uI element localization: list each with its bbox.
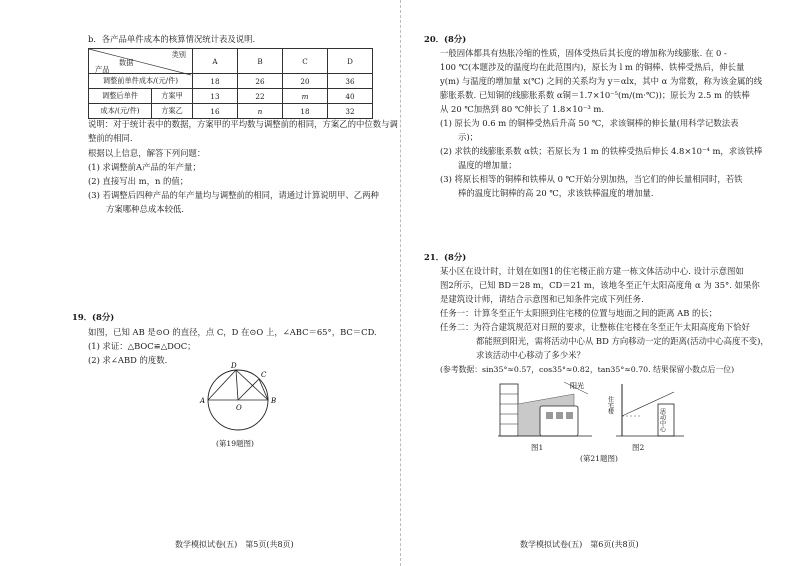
question-3-line-1: (3) 若调整后四种产品的年产量均与调整前的相同，请通过计算说明甲、乙两种 (88, 190, 379, 200)
header-category: 类别 (171, 50, 186, 59)
problem-20-q2-line-2: 温度的增加量； (458, 160, 517, 170)
cell: n (238, 104, 283, 119)
col-header: D (328, 49, 373, 74)
table-row (89, 89, 373, 104)
footer-page-6: 数学模拟试卷(五) 第6页(共8页) (520, 540, 639, 549)
problem-19-q1: (1) 求证：△BOC≌△DOC； (88, 341, 196, 351)
problem-19-statement: 如图，已知 AB 是⊙O 的直径，点 C，D 在⊙O 上，∠ABC＝65°，BC＝CD. (88, 327, 377, 337)
row-sublabel: 方案甲 (152, 89, 193, 104)
problem-21-line-2: 图2所示，已知 BD＝28 m，CD＝21 m，该地冬至正午太阳高度角 α 为 35°. 如果你 (440, 280, 760, 290)
cell: 13 (193, 89, 238, 104)
note-line-2: 整前的相同. (88, 133, 133, 143)
label-D: D (231, 362, 237, 370)
figure-1-label: 图1 (531, 443, 544, 452)
label-C: C (261, 371, 267, 379)
question-2: (2) 直接写出 m，n 的值； (88, 176, 189, 186)
problem-21-task-2-line-1: 任务二：为符合建筑规范对日照的要求，让整栋住宅楼在冬至正午太阳高度角下恰好 (440, 322, 750, 332)
col-header: C (283, 49, 328, 74)
cell: 26 (238, 74, 283, 89)
table-row (89, 104, 373, 119)
cell: 36 (328, 74, 373, 89)
cell: m (283, 89, 328, 104)
figure-19-caption: (第19题图) (216, 439, 254, 448)
label-A: A (200, 397, 206, 405)
problem-21-line-1: 某小区在设计时，计划在如图1的住宅楼正前方建一栋文体活动中心. 设计示意图如 (440, 266, 744, 276)
problem-19-heading: 19．(8分) (72, 312, 115, 322)
cell: 32 (328, 104, 373, 119)
row-sublabel: 方案乙 (152, 104, 193, 119)
cell: 22 (238, 89, 283, 104)
sunlight-label: 阳光 (570, 382, 584, 390)
problem-20-line-4: 膨胀系数. 已知铜的线膨胀系数 α铜＝1.7×10⁻⁵(m/(m·℃))；原长为 2.5 m 的铁棒 (440, 90, 750, 100)
question-3-line-2: 方案哪种总成本较低. (106, 204, 185, 214)
problem-19-q2: (2) 求∠ABD 的度数. (88, 355, 168, 365)
problem-21-task-1: 任务一：计算冬至正午太阳照到住宅楼的位置与地面之间的距离 AB 的长； (440, 308, 718, 318)
problem-21-heading: 21．(8分) (424, 252, 467, 262)
problem-21-reference-data: (参考数据：sin35°≈0.57，cos35°≈0.82，tan35°≈0.70. 结果保留小数点后一位) (440, 365, 735, 374)
problem-20-heading: 20．(8分) (424, 34, 467, 44)
problem-20-q3-line-1: (3) 将原长相等的铜棒和铁棒从 0 ℃开始分别加热，当它们的伸长量相同时，若铁 (440, 174, 743, 184)
cell: 18 (283, 104, 328, 119)
cell: 16 (193, 104, 238, 119)
table-row (89, 74, 373, 89)
header-product: 产品 (95, 65, 110, 74)
figure-21-image-1 (496, 380, 596, 442)
question-intro: 根据以上信息，解答下列问题： (88, 148, 206, 158)
figure-2-label: 图2 (632, 443, 645, 452)
residential-building-label: 住宅楼 (606, 396, 614, 414)
problem-20-q1-line-1: (1) 原长为 0.6 m 的铜棒受热后升高 50 ℃，求该铜棒的伸长量(用科学记数法表 (440, 118, 739, 128)
figure-19-circle-diagram (196, 362, 286, 438)
label-B: B (271, 397, 277, 405)
problem-20-line-2: 100 ℃(本题涉及的温度均在此范围内)，原长为 l m 的铜棒、铁棒受热后，伸长量 (440, 62, 745, 72)
figure-21-image-2 (606, 380, 688, 442)
cell: 18 (193, 74, 238, 89)
cost-table (88, 48, 373, 119)
activity-center-label: 活动中心 (658, 408, 666, 432)
table-title: b．各产品单件成本的核算情况统计表及说明. (88, 34, 256, 44)
col-header: B (238, 49, 283, 74)
problem-20-q3-line-2: 棒的温度比铜棒的高 20 ℃，求该铁棒温度的增加量. (458, 188, 654, 198)
problem-20-line-1: 一般固体都具有热胀冷缩的性质，固体受热后其长度的增加称为线膨胀. 在 0 - (440, 48, 727, 58)
problem-20-line-5: 从 20 ℃加热到 80 ℃伸长了 1.8×10⁻³ m. (440, 104, 605, 114)
problem-20-line-3: y(m) 与温度的增加量 x(℃) 之间的关系均为 y＝αlx，其中 α 为常数，称为该金属的线 (440, 76, 763, 86)
cell: 20 (283, 74, 328, 89)
question-1: (1) 求调整前A产品的年产量； (88, 162, 201, 172)
label-O: O (236, 404, 242, 412)
row-label: 成本/(元/件) (89, 104, 152, 119)
table-corner-header (89, 49, 193, 74)
row-label: 调整后单件 (89, 89, 152, 104)
row-label: 调整前单件成本/(元/件) (89, 74, 193, 89)
cell: 40 (328, 89, 373, 104)
problem-20-q2-line-1: (2) 求铁的线膨胀系数 α铁；若原长为 1 m 的铁棒受热后伸长 4.8×10⁻⁴ m，求该铁棒 (440, 146, 763, 156)
col-header: A (193, 49, 238, 74)
problem-21-task-2-line-3: 求该活动中心移动了多少米？ (476, 350, 585, 360)
problem-21-task-2-line-2: 都能照到阳光，需将活动中心从 BD 方向移动一定的距离(活动中心高度不变)， (476, 336, 769, 346)
header-data: 数据 (119, 58, 134, 67)
note-line-1: 说明：对于统计表中的数据，方案甲的平均数与调整前的相同，方案乙的中位数与调 (88, 119, 398, 129)
problem-21-line-3: 是建筑设计师，请结合示意图和已知条件完成下列任务. (440, 294, 644, 304)
footer-page-5: 数学模拟试卷(五) 第5页(共8页) (175, 540, 294, 549)
right-page (400, 0, 800, 566)
problem-20-q1-line-2: 示)； (458, 132, 479, 142)
figure-21-caption: (第21题图) (580, 454, 618, 463)
